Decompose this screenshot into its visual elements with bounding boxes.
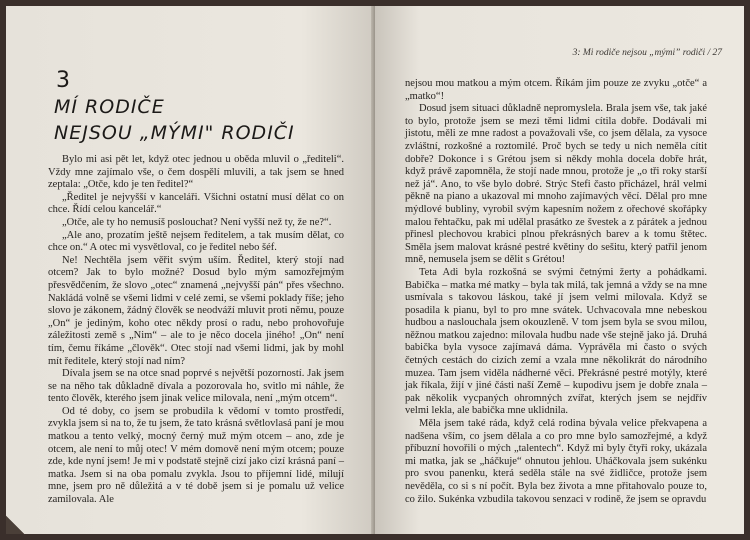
book-spread — [6, 6, 744, 534]
paragraph: Ne! Nechtěla jsem věřit svým uším. Ředitel, který stojí nad otcem? Jak to bylo možné? Dosud bylo mým samozřejmým přesvědčením, že slovo „otec“ znamená „nejvyšší pán“ přes všechno. Nakládá volně se všemi lidmi v celé zemi, se všemi poklady říše; jeho slovo je zákonem, žádný člověk se neodváží mluvit proti němu, pouze „On“ je jediným, koho otec někdy prosí o radu, nebo prohovořuje záležitosti země s „Nim“ – ale to je něco docela jiného! „On“ není tím, čemu říkáme „člověk“. Otec stojí nad všemi lidmi, jak by mohl mít ředitele, který stojí nad ním? — [48, 254, 344, 367]
running-header: 3: Mi rodiče nejsou „mými” rodiči / 27 — [572, 48, 722, 58]
left-page — [6, 6, 375, 534]
paragraph: Bylo mi asi pět let, když otec jednou u oběda mluvil o „řediteli“. Vždy mne zajímalo vše, o čem dospělí mluvili, a tak jsem se hned zeptala: „Otče, kdo je ten ředitel?“ — [48, 154, 344, 191]
chapter-title-line2: NEJSOU „MÝMI" RODIČI — [54, 122, 295, 144]
paragraph: Měla jsem také ráda, když celá rodina bývala velice překvapena a nadšena vším, co jsem dělala a co pro mne bylo samozřejmé, a když příbuzní hovořili o mých „talentech“. Když mi byly čtyři roky, ukázala mi matka, jak se „háčkuje“ ohnutou jehlou. Uháčkovala jsem sukénku pro svou panenku, která seděla stále na své židličce, protože jsem nevěděla, co si s ní počít. Byla bez života a mne přitahovalo pouze to, co žilo. Sukénka vzbudila takovou senzaci v rodině, že jsem se opravdu — [405, 418, 707, 505]
paragraph: Dívala jsem se na otce snad poprvé s největší pozorností. Jak jsem se na něho tak důkladně dívala a pozorovala ho, svitlo mi náhle, že tento člověk, kterého jsem jinak velice milovala, není „mým otcem“. — [48, 368, 344, 405]
right-page-text — [405, 78, 707, 506]
paragraph: nejsou mou matkou a mým otcem. Říkám jim pouze ze zvyku „otče“ a „matko“! — [405, 78, 707, 102]
paragraph: Dosud jsem situaci důkladně nepromyslela. Brala jsem vše, tak jaké to bylo, protože jsem se mezi těmi lidmi cítila dobře. Dodávali mi jistotu, měli ze mne radost a považovali vše, co jsem dělala, za vysoce zvláštní, rozkošné a roztomilé. Proč bych se tedy u nich neměla cítit dobře? Dokonce i s Grétou jsem si někdy mohla docela dobře hrát, když právě zapomněla, že stojí nade mnou, protože je „o tři roky starší než já“. Ano, to vše bylo dobré. Strýc Stefi často přicházel, hrál velmi pěkně na piano a ukazoval mi mnoho zajímavých věcí. Dělal pro mne mýdlové bubliny, vyrobil svým kapesním nožem z ořechové skořápky malou řehtačku, pak mi udělal prasátko ze švestek a z párátek a jednou přinesl plechovou krabici plnou překrásných barev a k tomu štětec. Směla jsem malovat krásné pestré květiny do sešitu, který patřil jenom mně, nemusela jsem se dělit s Grétou! — [405, 103, 707, 266]
left-page-text — [48, 154, 344, 507]
paragraph: „Otče, ale ty ho nemusíš poslouchat? Není vyšší než ty, že ne?“. — [62, 216, 332, 228]
right-page — [375, 6, 744, 534]
paragraph: Teta Adi byla rozkošná se svými četnými žerty a pohádkami. Babička – matka mé matky – byla tak milá, tak jemná a vždy se na mne usmívala s takovou láskou, také jí jsem velmi milovala. Když se posadila k pianu, byl to pro mne svátek. Uchvacovala mne nebeskou hudbou a naslouchala jsem okouzleně. V tom jsem byla se svou milou, něžnou matkou zajedno: milovala hudbu nade vše stejně jako já. Druhá babička byla vysoce zajímavá dáma. Vyprávěla mi často o svých četných cestách do cizích zemí a vzala mne několikrát do národního muzea. Tam jsem viděla nádherné věci. Překrásné pestré motýly, které jak říkala, žijí v jiné části naší Země – kupodivu jsem je dobře znala – pak několik vycpaných ohromných zvířat, kterých jsem se nejdřív velmi lekla, ale babička mne uklidnila. — [405, 266, 707, 417]
page-corner-shadow — [6, 494, 26, 534]
paragraph: Od té doby, co jsem se probudila k vědomí v tomto prostředí, zvykla jsem si na to, že tu jsem, že tato krásná světlovlasá paní je mou matkou a tento velký, mocný černý muž mým otcem – ano, zde je otcem, ale není to můj otec! V mém domově není mým otcem; pouze zde, kde nyní jsem! Je mi v podstatě stejně cizí jako cizí krásná paní – matka. Jsem si na oba pomalu zvykla. Jsou to příjemní lidé, milují mne, jsem pro ně důležitá a v té době jsem si je pomalu už velice zamilovala. Ale — [48, 405, 344, 506]
chapter-number: 3 — [56, 68, 70, 93]
chapter-title — [54, 94, 344, 146]
paragraph: „Ředitel je nejvyšší v kanceláři. Všichni ostatní musí dělat co on chce. Řídí celou kancelář.“ — [48, 191, 344, 216]
paragraph: „Ale ano, prozatím ještě nejsem ředitelem, a tak musím dělat, co chce on.“ A otec mi vysvětloval, co je ředitel nebo šéf. — [48, 229, 344, 254]
chapter-title-line1: MÍ RODIČE — [54, 96, 165, 118]
